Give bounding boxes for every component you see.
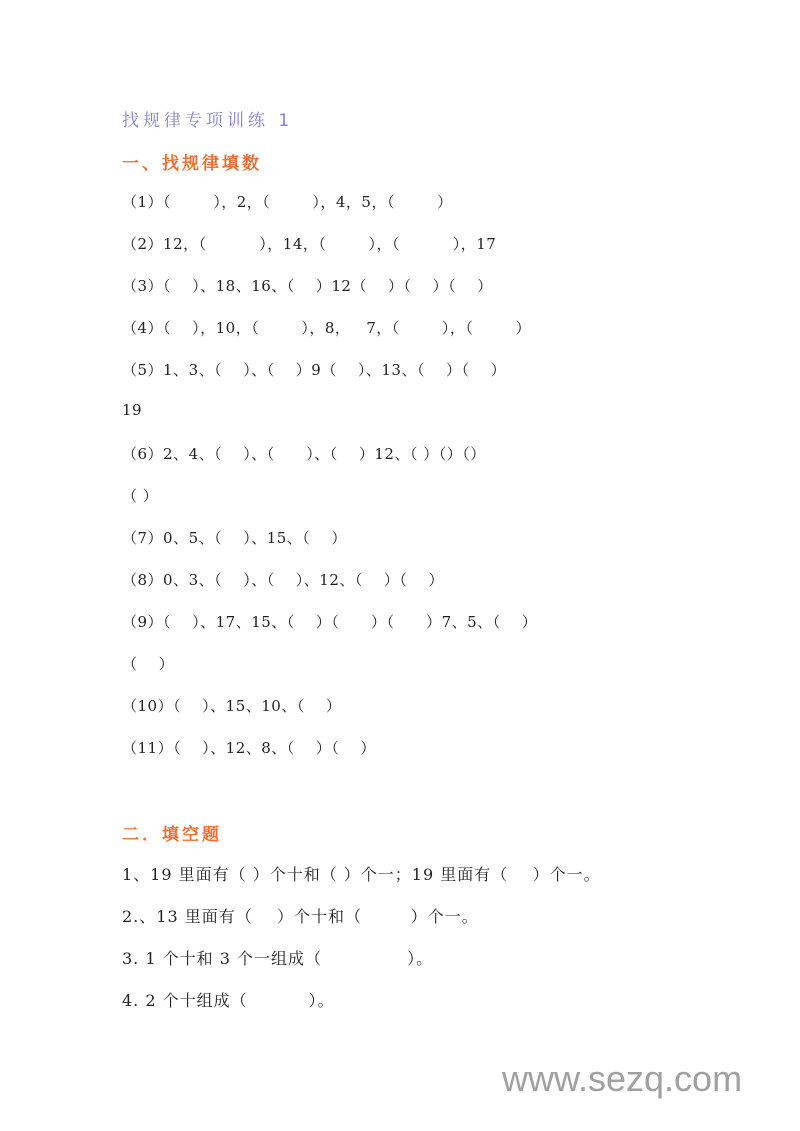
watermark-text: www.sezq.com <box>502 1058 743 1099</box>
question-line-9: （9）（ ）、17、15、（ ）（ ）（ ）7、5、（ ） <box>122 613 538 631</box>
fill-blank-line-3: 3. 1 个十和 3 个一组成（ ）。 <box>122 949 434 968</box>
section-heading-pattern-fill: 一、找规律填数 <box>122 154 262 174</box>
fill-blank-line-1: 1、19 里面有（ ）个十和（ ）个一；19 里面有（ ）个一。 <box>122 865 601 884</box>
fill-blank-line-4: 4. 2 个十组成（ ）。 <box>122 991 335 1010</box>
question-line-2: （2）12，（ ），14，（ ），（ ），17 <box>122 235 497 253</box>
question-line-6-continued: （ ） <box>122 487 159 505</box>
question-line-9-continued: （ ） <box>122 655 175 673</box>
question-line-1: （1）（ ），2，（ ），4，5，（ ） <box>122 193 453 211</box>
question-line-7: （7）0、5、（ ）、15、（ ） <box>122 529 347 547</box>
question-line-11: （11）（ ）、12、8、（ ）（ ） <box>122 739 376 757</box>
question-line-10: （10）（ ）、15、10、（ ） <box>122 697 342 715</box>
document-title: 找规律专项训练 1 <box>122 111 294 131</box>
question-line-4: （4）（ ），10，（ ），8， 7，（ ），（ ） <box>122 319 532 337</box>
question-line-3: （3）（ ）、18、16、（ ）12（ ）（ ）（ ） <box>122 277 493 295</box>
question-line-5-continued: 19 <box>122 401 143 419</box>
section-heading-fill-blanks: 二．填空题 <box>122 825 222 845</box>
question-line-8: （8）0、3、（ ）、（ ）、12、（ ）（ ） <box>122 571 445 589</box>
fill-blank-line-2: 2.、13 里面有（ ）个十和（ ）个一。 <box>122 907 479 926</box>
question-line-6: （6）2、4、（ ）、（ ）、（ ）12、（ ）（）（） <box>122 445 486 463</box>
question-line-5: （5）1、3、（ ）、（ ）9（ ）、13、（ ）（ ） <box>122 361 507 379</box>
